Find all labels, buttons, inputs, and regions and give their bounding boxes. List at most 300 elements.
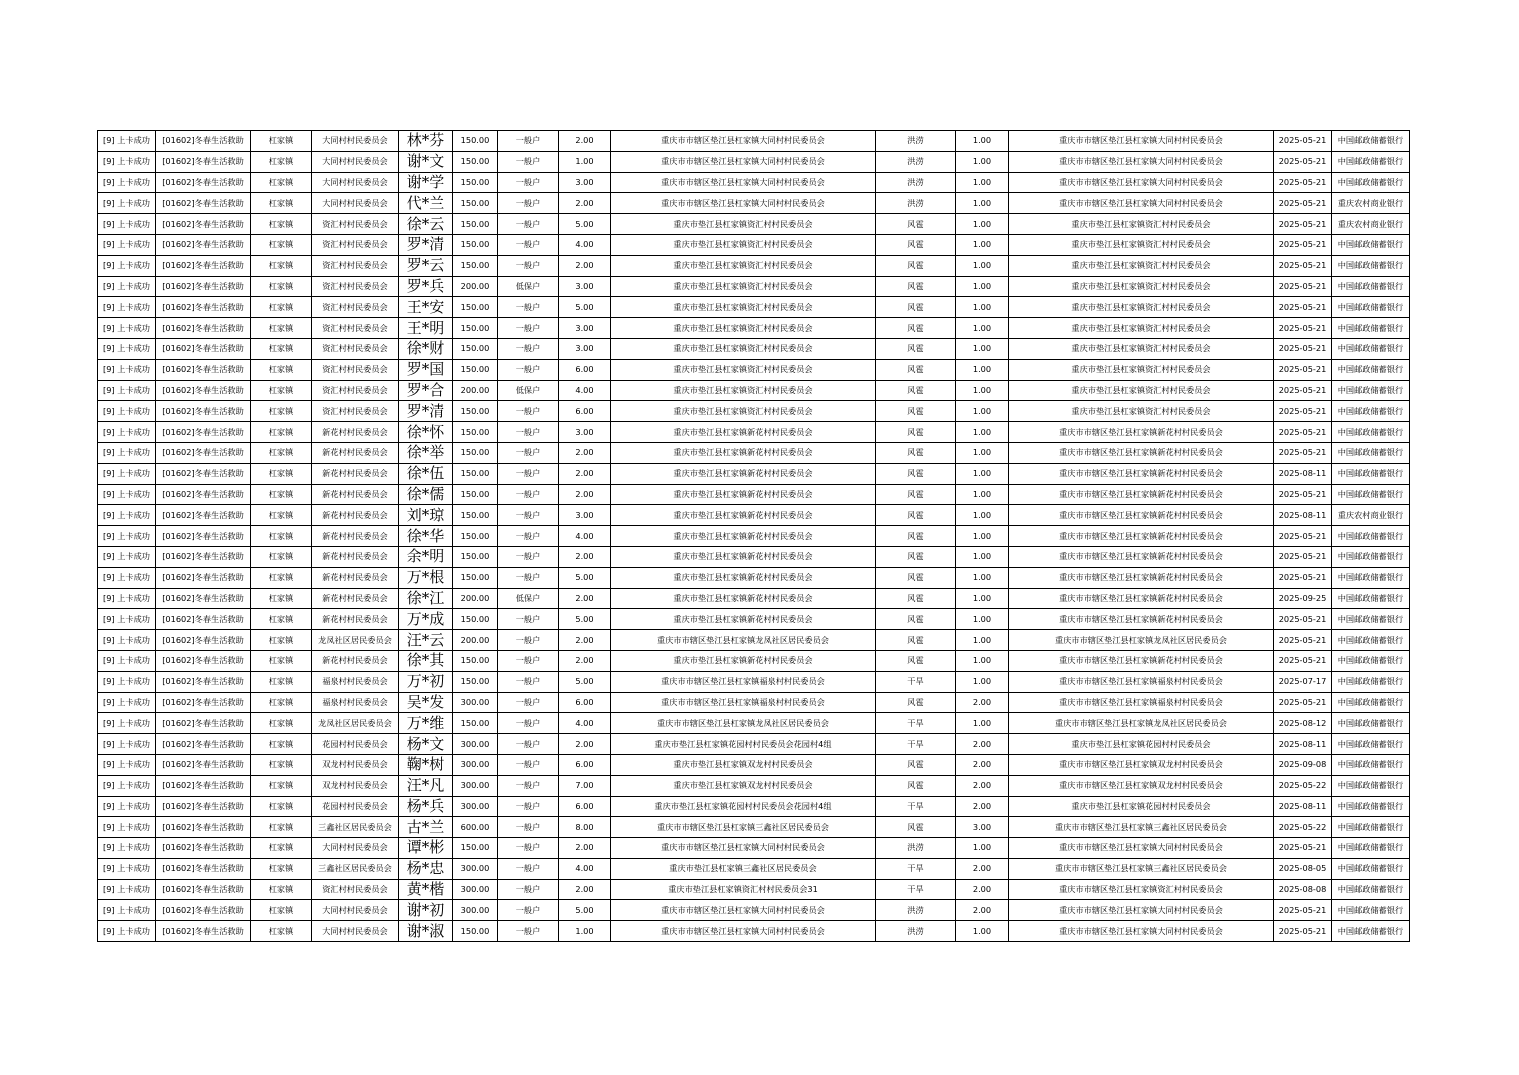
count-cell: 2.00: [956, 775, 1009, 796]
count-cell: 1.00: [956, 630, 1009, 651]
status-cell: [9] 上卡成功: [98, 838, 156, 859]
village-committee-cell: 新花村村民委员会: [312, 546, 399, 567]
payee-unit-cell: 重庆市市辖区垫江县杠家镇福泉村村民委员会: [1009, 692, 1274, 713]
payee-unit-cell: 重庆市市辖区垫江县杠家镇三鑫社区居民委员会: [1009, 858, 1274, 879]
count-cell: 1.00: [956, 609, 1009, 630]
name-cell: 徐*江: [399, 588, 453, 609]
town-cell: 杠家镇: [251, 650, 312, 671]
status-cell: [9] 上卡成功: [98, 567, 156, 588]
address-cell: 重庆市垫江县杠家镇新花村村民委员会: [611, 442, 876, 463]
bank-cell: 中国邮政储蓄银行: [1332, 546, 1410, 567]
bank-cell: 中国邮政储蓄银行: [1332, 567, 1410, 588]
payee-unit-cell: 重庆市市辖区垫江县杠家镇新花村村民委员会: [1009, 650, 1274, 671]
household-type-cell: 一般户: [498, 650, 559, 671]
amount-cell: 200.00: [453, 380, 498, 401]
amount-cell: 150.00: [453, 422, 498, 443]
bank-cell: 中国邮政储蓄银行: [1332, 234, 1410, 255]
address-cell: 重庆市垫江县杠家镇资汇村村民委员会: [611, 318, 876, 339]
bank-cell: 重庆农村商业银行: [1332, 505, 1410, 526]
date-cell: 2025-05-21: [1274, 151, 1332, 172]
amount-cell: 150.00: [453, 650, 498, 671]
disaster-type-cell: 洪涝: [876, 838, 956, 859]
name-cell: 万*根: [399, 567, 453, 588]
status-cell: [9] 上卡成功: [98, 775, 156, 796]
date-cell: 2025-08-11: [1274, 463, 1332, 484]
amount-cell: 150.00: [453, 255, 498, 276]
village-committee-cell: 资汇村村民委员会: [312, 879, 399, 900]
status-cell: [9] 上卡成功: [98, 879, 156, 900]
table-row: [98, 172, 1410, 193]
household-size-cell: 3.00: [559, 318, 611, 339]
table-row: [98, 817, 1410, 838]
count-cell: 1.00: [956, 505, 1009, 526]
table-row: [98, 484, 1410, 505]
table-row: [98, 796, 1410, 817]
program-cell: [01602]冬春生活救助: [156, 484, 251, 505]
bank-cell: 中国邮政储蓄银行: [1332, 858, 1410, 879]
status-cell: [9] 上卡成功: [98, 630, 156, 651]
table-row: [98, 526, 1410, 547]
table-row: [98, 255, 1410, 276]
town-cell: 杠家镇: [251, 151, 312, 172]
address-cell: 重庆市市辖区垫江县杠家镇大同村村民委员会: [611, 921, 876, 942]
disaster-type-cell: 风雹: [876, 754, 956, 775]
village-committee-cell: 资汇村村民委员会: [312, 359, 399, 380]
town-cell: 杠家镇: [251, 422, 312, 443]
household-type-cell: 一般户: [498, 463, 559, 484]
town-cell: 杠家镇: [251, 567, 312, 588]
household-size-cell: 2.00: [559, 838, 611, 859]
count-cell: 1.00: [956, 297, 1009, 318]
household-size-cell: 5.00: [559, 567, 611, 588]
count-cell: 1.00: [956, 131, 1009, 152]
household-size-cell: 4.00: [559, 713, 611, 734]
date-cell: 2025-05-21: [1274, 255, 1332, 276]
household-type-cell: 一般户: [498, 713, 559, 734]
village-committee-cell: 新花村村民委员会: [312, 588, 399, 609]
household-type-cell: 一般户: [498, 234, 559, 255]
town-cell: 杠家镇: [251, 442, 312, 463]
table-row: [98, 921, 1410, 942]
disaster-type-cell: 风雹: [876, 775, 956, 796]
date-cell: 2025-08-11: [1274, 796, 1332, 817]
village-committee-cell: 资汇村村民委员会: [312, 380, 399, 401]
household-type-cell: 一般户: [498, 879, 559, 900]
table-row: [98, 630, 1410, 651]
program-cell: [01602]冬春生活救助: [156, 151, 251, 172]
name-cell: 罗*云: [399, 255, 453, 276]
village-committee-cell: 龙凤社区居民委员会: [312, 630, 399, 651]
household-size-cell: 7.00: [559, 775, 611, 796]
household-type-cell: 一般户: [498, 359, 559, 380]
address-cell: 重庆市垫江县杠家镇新花村村民委员会: [611, 609, 876, 630]
date-cell: 2025-05-21: [1274, 630, 1332, 651]
bank-cell: 中国邮政储蓄银行: [1332, 734, 1410, 755]
amount-cell: 600.00: [453, 817, 498, 838]
address-cell: 重庆市垫江县杠家镇新花村村民委员会: [611, 422, 876, 443]
name-cell: 徐*伍: [399, 463, 453, 484]
status-cell: [9] 上卡成功: [98, 858, 156, 879]
count-cell: 2.00: [956, 734, 1009, 755]
disaster-type-cell: 风雹: [876, 463, 956, 484]
payee-unit-cell: 重庆市垫江县杠家镇资汇村村民委员会: [1009, 359, 1274, 380]
household-size-cell: 2.00: [559, 442, 611, 463]
household-type-cell: 一般户: [498, 546, 559, 567]
name-cell: 谢*学: [399, 172, 453, 193]
town-cell: 杠家镇: [251, 546, 312, 567]
program-cell: [01602]冬春生活救助: [156, 193, 251, 214]
count-cell: 1.00: [956, 338, 1009, 359]
count-cell: 1.00: [956, 588, 1009, 609]
name-cell: 万*维: [399, 713, 453, 734]
program-cell: [01602]冬春生活救助: [156, 255, 251, 276]
household-type-cell: 一般户: [498, 484, 559, 505]
date-cell: 2025-05-21: [1274, 318, 1332, 339]
disaster-type-cell: 干旱: [876, 879, 956, 900]
program-cell: [01602]冬春生活救助: [156, 380, 251, 401]
disaster-type-cell: 风雹: [876, 442, 956, 463]
village-committee-cell: 新花村村民委员会: [312, 442, 399, 463]
payee-unit-cell: 重庆市市辖区垫江县杠家镇大同村村民委员会: [1009, 921, 1274, 942]
amount-cell: 300.00: [453, 900, 498, 921]
table-row: [98, 151, 1410, 172]
program-cell: [01602]冬春生活救助: [156, 775, 251, 796]
household-type-cell: 一般户: [498, 255, 559, 276]
village-committee-cell: 三鑫社区居民委员会: [312, 858, 399, 879]
table-row: [98, 359, 1410, 380]
address-cell: 重庆市垫江县杠家镇资汇村村民委员会31: [611, 879, 876, 900]
household-size-cell: 4.00: [559, 858, 611, 879]
table-row: [98, 318, 1410, 339]
payee-unit-cell: 重庆市市辖区垫江县杠家镇新花村村民委员会: [1009, 422, 1274, 443]
count-cell: 1.00: [956, 151, 1009, 172]
status-cell: [9] 上卡成功: [98, 650, 156, 671]
table-row: [98, 463, 1410, 484]
amount-cell: 300.00: [453, 692, 498, 713]
disaster-type-cell: 风雹: [876, 255, 956, 276]
count-cell: 1.00: [956, 838, 1009, 859]
status-cell: [9] 上卡成功: [98, 172, 156, 193]
status-cell: [9] 上卡成功: [98, 609, 156, 630]
amount-cell: 150.00: [453, 546, 498, 567]
amount-cell: 150.00: [453, 234, 498, 255]
disaster-type-cell: 洪涝: [876, 900, 956, 921]
village-committee-cell: 资汇村村民委员会: [312, 401, 399, 422]
payee-unit-cell: 重庆市市辖区垫江县杠家镇新花村村民委员会: [1009, 526, 1274, 547]
table-row: [98, 692, 1410, 713]
relief-record-table: [97, 130, 1410, 942]
table-row: [98, 734, 1410, 755]
name-cell: 古*兰: [399, 817, 453, 838]
village-committee-cell: 福泉村村民委员会: [312, 692, 399, 713]
address-cell: 重庆市垫江县杠家镇资汇村村民委员会: [611, 255, 876, 276]
date-cell: 2025-05-21: [1274, 401, 1332, 422]
name-cell: 徐*怀: [399, 422, 453, 443]
status-cell: [9] 上卡成功: [98, 817, 156, 838]
household-size-cell: 3.00: [559, 505, 611, 526]
village-committee-cell: 新花村村民委员会: [312, 567, 399, 588]
household-size-cell: 3.00: [559, 172, 611, 193]
household-size-cell: 4.00: [559, 380, 611, 401]
count-cell: 1.00: [956, 484, 1009, 505]
disaster-type-cell: 风雹: [876, 214, 956, 235]
table-row: [98, 442, 1410, 463]
name-cell: 林*芬: [399, 131, 453, 152]
table-row: [98, 567, 1410, 588]
household-type-cell: 一般户: [498, 297, 559, 318]
date-cell: 2025-08-08: [1274, 879, 1332, 900]
count-cell: 1.00: [956, 546, 1009, 567]
amount-cell: 150.00: [453, 567, 498, 588]
household-size-cell: 2.00: [559, 484, 611, 505]
household-type-cell: 一般户: [498, 338, 559, 359]
payee-unit-cell: 重庆市市辖区垫江县杠家镇新花村村民委员会: [1009, 442, 1274, 463]
name-cell: 徐*华: [399, 526, 453, 547]
address-cell: 重庆市市辖区垫江县杠家镇大同村村民委员会: [611, 131, 876, 152]
status-cell: [9] 上卡成功: [98, 380, 156, 401]
date-cell: 2025-05-21: [1274, 692, 1332, 713]
disaster-type-cell: 洪涝: [876, 151, 956, 172]
household-type-cell: 一般户: [498, 172, 559, 193]
table-row: [98, 131, 1410, 152]
name-cell: 杨*文: [399, 734, 453, 755]
count-cell: 1.00: [956, 359, 1009, 380]
address-cell: 重庆市市辖区垫江县杠家镇大同村村民委员会: [611, 172, 876, 193]
program-cell: [01602]冬春生活救助: [156, 505, 251, 526]
program-cell: [01602]冬春生活救助: [156, 879, 251, 900]
status-cell: [9] 上卡成功: [98, 338, 156, 359]
date-cell: 2025-05-21: [1274, 380, 1332, 401]
status-cell: [9] 上卡成功: [98, 754, 156, 775]
payee-unit-cell: 重庆市市辖区垫江县杠家镇新花村村民委员会: [1009, 484, 1274, 505]
disaster-type-cell: 风雹: [876, 817, 956, 838]
status-cell: [9] 上卡成功: [98, 526, 156, 547]
amount-cell: 200.00: [453, 630, 498, 651]
bank-cell: 中国邮政储蓄银行: [1332, 713, 1410, 734]
disaster-type-cell: 干旱: [876, 734, 956, 755]
household-type-cell: 一般户: [498, 609, 559, 630]
count-cell: 1.00: [956, 214, 1009, 235]
town-cell: 杠家镇: [251, 505, 312, 526]
status-cell: [9] 上卡成功: [98, 214, 156, 235]
town-cell: 杠家镇: [251, 879, 312, 900]
payee-unit-cell: 重庆市市辖区垫江县杠家镇大同村村民委员会: [1009, 131, 1274, 152]
address-cell: 重庆市垫江县杠家镇资汇村村民委员会: [611, 338, 876, 359]
household-size-cell: 2.00: [559, 650, 611, 671]
name-cell: 余*明: [399, 546, 453, 567]
name-cell: 徐*其: [399, 650, 453, 671]
name-cell: 鞠*树: [399, 754, 453, 775]
payee-unit-cell: 重庆市市辖区垫江县杠家镇大同村村民委员会: [1009, 193, 1274, 214]
date-cell: 2025-05-22: [1274, 817, 1332, 838]
name-cell: 万*成: [399, 609, 453, 630]
amount-cell: 300.00: [453, 754, 498, 775]
address-cell: 重庆市市辖区垫江县杠家镇大同村村民委员会: [611, 151, 876, 172]
name-cell: 谢*淑: [399, 921, 453, 942]
address-cell: 重庆市垫江县杠家镇新花村村民委员会: [611, 484, 876, 505]
date-cell: 2025-05-21: [1274, 650, 1332, 671]
household-size-cell: 6.00: [559, 692, 611, 713]
household-size-cell: 2.00: [559, 255, 611, 276]
household-type-cell: 一般户: [498, 630, 559, 651]
village-committee-cell: 新花村村民委员会: [312, 526, 399, 547]
household-type-cell: 一般户: [498, 900, 559, 921]
address-cell: 重庆市垫江县杠家镇新花村村民委员会: [611, 567, 876, 588]
address-cell: 重庆市垫江县杠家镇花园村村民委员会花园村4组: [611, 734, 876, 755]
table-row: [98, 754, 1410, 775]
status-cell: [9] 上卡成功: [98, 588, 156, 609]
program-cell: [01602]冬春生活救助: [156, 359, 251, 380]
bank-cell: 中国邮政储蓄银行: [1332, 879, 1410, 900]
address-cell: 重庆市垫江县杠家镇资汇村村民委员会: [611, 380, 876, 401]
bank-cell: 重庆农村商业银行: [1332, 214, 1410, 235]
count-cell: 1.00: [956, 172, 1009, 193]
household-type-cell: 一般户: [498, 858, 559, 879]
table-row: [98, 422, 1410, 443]
payee-unit-cell: 重庆市垫江县杠家镇资汇村村民委员会: [1009, 297, 1274, 318]
village-committee-cell: 大同村村民委员会: [312, 193, 399, 214]
payee-unit-cell: 重庆市垫江县杠家镇花园村村民委员会: [1009, 796, 1274, 817]
name-cell: 汪*云: [399, 630, 453, 651]
amount-cell: 150.00: [453, 193, 498, 214]
program-cell: [01602]冬春生活救助: [156, 546, 251, 567]
disaster-type-cell: 风雹: [876, 650, 956, 671]
status-cell: [9] 上卡成功: [98, 921, 156, 942]
payee-unit-cell: 重庆市市辖区垫江县杠家镇新花村村民委员会: [1009, 567, 1274, 588]
town-cell: 杠家镇: [251, 900, 312, 921]
disaster-type-cell: 风雹: [876, 234, 956, 255]
table-row: [98, 671, 1410, 692]
date-cell: 2025-05-21: [1274, 276, 1332, 297]
bank-cell: 中国邮政储蓄银行: [1332, 151, 1410, 172]
disaster-type-cell: 风雹: [876, 422, 956, 443]
name-cell: 徐*财: [399, 338, 453, 359]
address-cell: 重庆市垫江县杠家镇双龙村村民委员会: [611, 775, 876, 796]
household-type-cell: 一般户: [498, 214, 559, 235]
disaster-type-cell: 风雹: [876, 484, 956, 505]
bank-cell: 中国邮政储蓄银行: [1332, 380, 1410, 401]
bank-cell: 中国邮政储蓄银行: [1332, 401, 1410, 422]
name-cell: 黄*楷: [399, 879, 453, 900]
count-cell: 1.00: [956, 463, 1009, 484]
disaster-type-cell: 风雹: [876, 588, 956, 609]
amount-cell: 150.00: [453, 297, 498, 318]
table-row: [98, 401, 1410, 422]
household-size-cell: 3.00: [559, 276, 611, 297]
amount-cell: 150.00: [453, 131, 498, 152]
amount-cell: 150.00: [453, 671, 498, 692]
status-cell: [9] 上卡成功: [98, 796, 156, 817]
table-row: [98, 214, 1410, 235]
count-cell: 2.00: [956, 858, 1009, 879]
address-cell: 重庆市垫江县杠家镇新花村村民委员会: [611, 650, 876, 671]
date-cell: 2025-05-22: [1274, 775, 1332, 796]
disaster-type-cell: 风雹: [876, 338, 956, 359]
bank-cell: 中国邮政储蓄银行: [1332, 131, 1410, 152]
address-cell: 重庆市垫江县杠家镇资汇村村民委员会: [611, 297, 876, 318]
date-cell: 2025-05-21: [1274, 234, 1332, 255]
amount-cell: 300.00: [453, 796, 498, 817]
household-type-cell: 一般户: [498, 193, 559, 214]
status-cell: [9] 上卡成功: [98, 463, 156, 484]
amount-cell: 150.00: [453, 484, 498, 505]
status-cell: [9] 上卡成功: [98, 671, 156, 692]
program-cell: [01602]冬春生活救助: [156, 526, 251, 547]
town-cell: 杠家镇: [251, 754, 312, 775]
bank-cell: 中国邮政储蓄银行: [1332, 692, 1410, 713]
program-cell: [01602]冬春生活救助: [156, 838, 251, 859]
date-cell: 2025-05-21: [1274, 900, 1332, 921]
date-cell: 2025-09-25: [1274, 588, 1332, 609]
payee-unit-cell: 重庆市垫江县杠家镇花园村村民委员会: [1009, 734, 1274, 755]
date-cell: 2025-08-05: [1274, 858, 1332, 879]
status-cell: [9] 上卡成功: [98, 484, 156, 505]
name-cell: 罗*清: [399, 234, 453, 255]
name-cell: 罗*兵: [399, 276, 453, 297]
bank-cell: 中国邮政储蓄银行: [1332, 422, 1410, 443]
payee-unit-cell: 重庆市垫江县杠家镇资汇村村民委员会: [1009, 214, 1274, 235]
household-type-cell: 一般户: [498, 754, 559, 775]
name-cell: 谭*彬: [399, 838, 453, 859]
household-size-cell: 4.00: [559, 526, 611, 547]
bank-cell: 中国邮政储蓄银行: [1332, 338, 1410, 359]
bank-cell: 中国邮政储蓄银行: [1332, 297, 1410, 318]
household-size-cell: 5.00: [559, 609, 611, 630]
town-cell: 杠家镇: [251, 359, 312, 380]
disaster-type-cell: 洪涝: [876, 131, 956, 152]
town-cell: 杠家镇: [251, 193, 312, 214]
village-committee-cell: 资汇村村民委员会: [312, 276, 399, 297]
count-cell: 3.00: [956, 817, 1009, 838]
household-size-cell: 1.00: [559, 921, 611, 942]
bank-cell: 中国邮政储蓄银行: [1332, 463, 1410, 484]
program-cell: [01602]冬春生活救助: [156, 858, 251, 879]
payee-unit-cell: 重庆市市辖区垫江县杠家镇双龙村村民委员会: [1009, 754, 1274, 775]
date-cell: 2025-05-21: [1274, 297, 1332, 318]
name-cell: 汪*凡: [399, 775, 453, 796]
date-cell: 2025-05-21: [1274, 609, 1332, 630]
payee-unit-cell: 重庆市市辖区垫江县杠家镇资汇村村民委员会: [1009, 879, 1274, 900]
amount-cell: 150.00: [453, 172, 498, 193]
program-cell: [01602]冬春生活救助: [156, 463, 251, 484]
program-cell: [01602]冬春生活救助: [156, 338, 251, 359]
village-committee-cell: 资汇村村民委员会: [312, 214, 399, 235]
program-cell: [01602]冬春生活救助: [156, 671, 251, 692]
date-cell: 2025-05-21: [1274, 442, 1332, 463]
name-cell: 罗*清: [399, 401, 453, 422]
program-cell: [01602]冬春生活救助: [156, 713, 251, 734]
disaster-type-cell: 洪涝: [876, 921, 956, 942]
amount-cell: 150.00: [453, 609, 498, 630]
name-cell: 徐*儒: [399, 484, 453, 505]
program-cell: [01602]冬春生活救助: [156, 630, 251, 651]
disaster-type-cell: 风雹: [876, 380, 956, 401]
payee-unit-cell: 重庆市垫江县杠家镇资汇村村民委员会: [1009, 276, 1274, 297]
amount-cell: 150.00: [453, 401, 498, 422]
household-type-cell: 一般户: [498, 318, 559, 339]
disaster-type-cell: 风雹: [876, 546, 956, 567]
village-committee-cell: 资汇村村民委员会: [312, 255, 399, 276]
address-cell: 重庆市垫江县杠家镇新花村村民委员会: [611, 505, 876, 526]
household-size-cell: 2.00: [559, 193, 611, 214]
status-cell: [9] 上卡成功: [98, 442, 156, 463]
date-cell: 2025-05-21: [1274, 484, 1332, 505]
program-cell: [01602]冬春生活救助: [156, 318, 251, 339]
amount-cell: 300.00: [453, 879, 498, 900]
name-cell: 代*兰: [399, 193, 453, 214]
program-cell: [01602]冬春生活救助: [156, 588, 251, 609]
amount-cell: 150.00: [453, 338, 498, 359]
